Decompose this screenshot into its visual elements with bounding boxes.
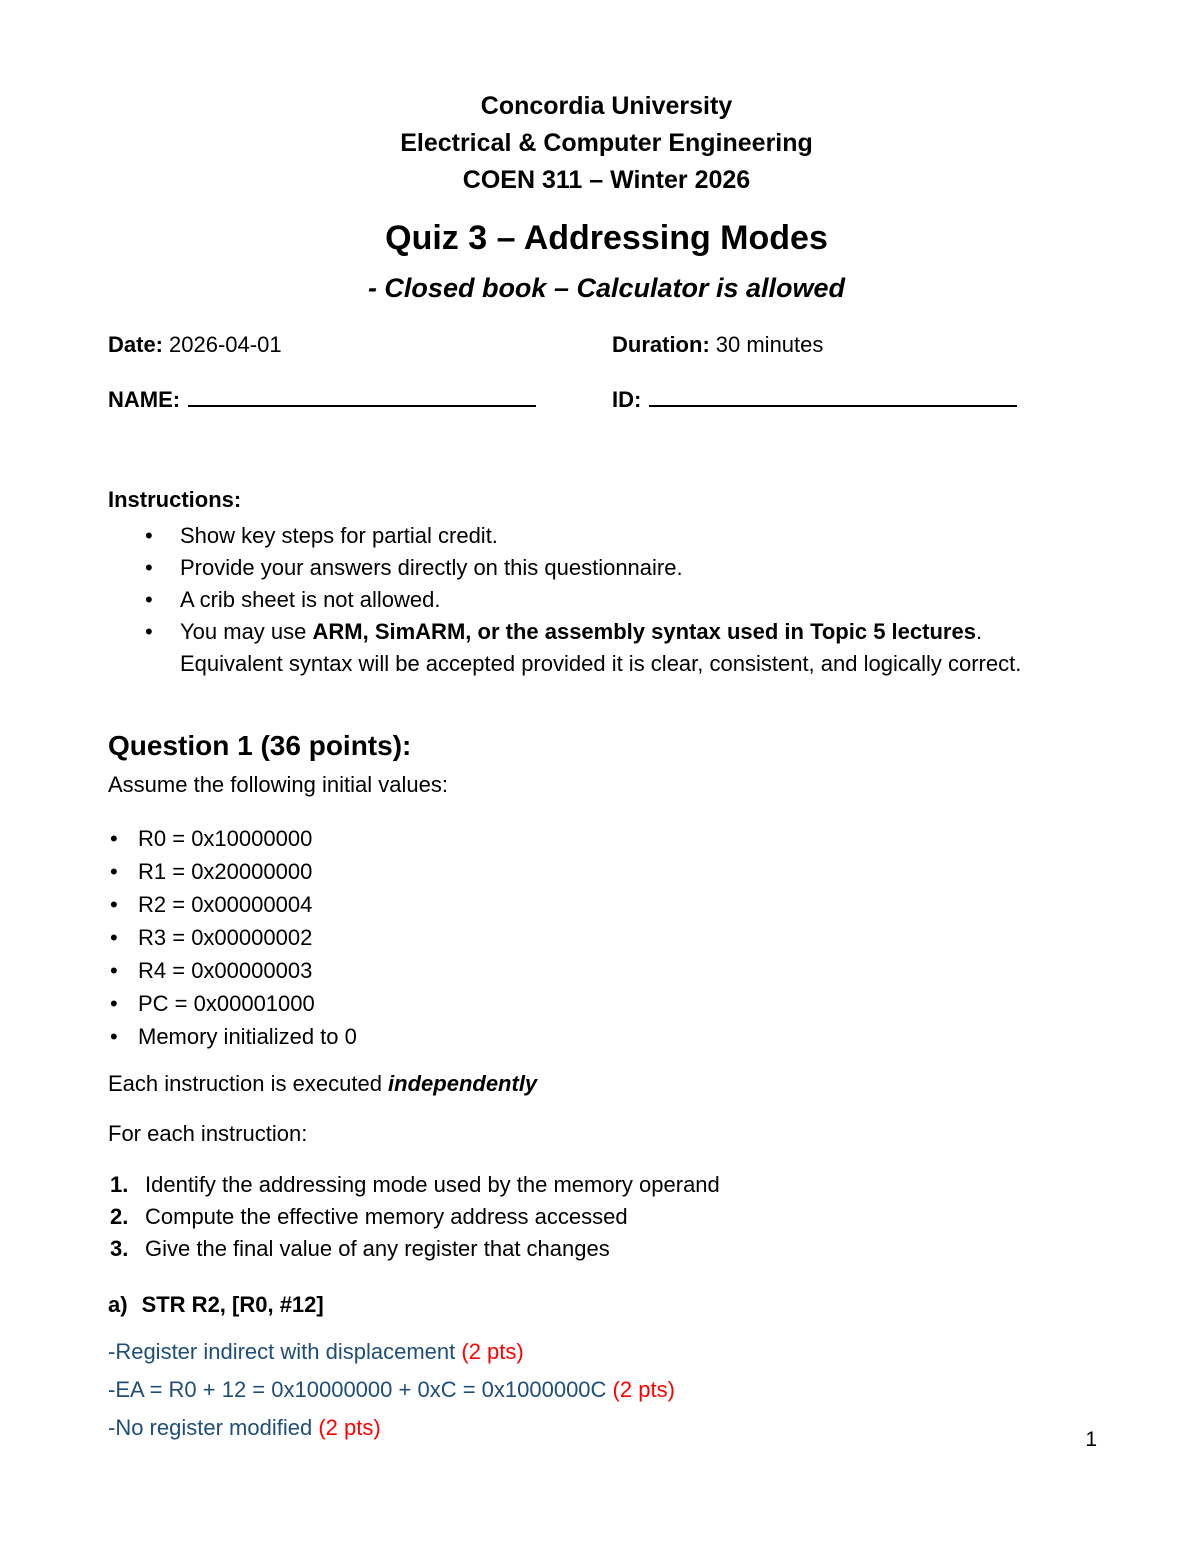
instruction-item-continuation: Equivalent syntax will be accepted provided it is clear, consistent, and logically correct.: [180, 651, 1022, 676]
duration-label: Duration:: [612, 332, 710, 357]
document-header: [108, 88, 1105, 305]
page-number: 1: [1085, 1428, 1097, 1451]
for-each-instruction-label: For each instruction:: [108, 1121, 308, 1146]
task-number: 1.: [110, 1172, 129, 1197]
execution-note-emphasis: independently: [388, 1071, 538, 1096]
instruction-item: • A crib sheet is not allowed.: [145, 584, 1105, 616]
name-label: NAME:: [108, 387, 181, 412]
answer-points: (2 pts): [612, 1377, 675, 1402]
answer-line: [108, 1409, 1105, 1447]
answer-line: [108, 1371, 1105, 1409]
part-a-instruction: STR R2, [R0, #12]: [141, 1292, 324, 1317]
question1-intro: Assume the following initial values:: [108, 772, 448, 797]
answer-text: -Register indirect with displacement: [108, 1339, 462, 1364]
id-blank-field: [649, 383, 1017, 407]
name-id-row: [108, 383, 1105, 414]
answer-text: -No register modified: [108, 1415, 319, 1440]
instruction-item-bold: ARM, SimARM, or the assembly syntax used in Topic 5 lectures: [312, 619, 976, 644]
quiz-subtitle: - Closed book – Calculator is allowed: [367, 273, 846, 303]
task-number: 3.: [110, 1236, 129, 1261]
id-label: ID:: [612, 387, 642, 412]
execution-note: [108, 1069, 1105, 1099]
register-value: • R4 = 0x00000003: [110, 954, 1105, 987]
answer-text: -EA = R0 + 12 = 0x10000000 + 0xC = 0x1000000C: [108, 1377, 613, 1402]
instructions-heading: Instructions:: [108, 487, 242, 512]
part-a-label: a): [108, 1292, 128, 1317]
task-item: [110, 1169, 1105, 1201]
name-blank-field: [188, 383, 536, 407]
task-text: Identify the addressing mode used by the memory operand: [145, 1172, 720, 1197]
register-value: • R3 = 0x00000002: [110, 921, 1105, 954]
task-text: Give the final value of any register that changes: [145, 1236, 610, 1261]
register-value: • R0 = 0x10000000: [110, 822, 1105, 855]
id-cell: [612, 383, 1017, 414]
part-a-heading: [108, 1291, 1105, 1319]
part-a-answers: [108, 1333, 1105, 1447]
question1-heading: Question 1 (36 points):: [108, 730, 412, 761]
instruction-item-prefix: You may use: [180, 619, 313, 644]
task-text: Compute the effective memory address accessed: [145, 1204, 628, 1229]
answer-line: [108, 1333, 1105, 1371]
instruction-item: [145, 616, 1105, 680]
date-cell: [108, 331, 612, 359]
task-list: [110, 1169, 1105, 1265]
duration-cell: [612, 331, 823, 359]
instruction-item: • Provide your answers directly on this questionnaire.: [145, 552, 1105, 584]
duration-value: 30 minutes: [715, 332, 824, 357]
answer-points: (2 pts): [318, 1415, 381, 1440]
task-item: [110, 1201, 1105, 1233]
instructions-list: [145, 520, 1105, 680]
quiz-title: Quiz 3 – Addressing Modes: [385, 219, 828, 257]
university-name: Concordia University: [480, 92, 733, 120]
register-value: • R2 = 0x00000004: [110, 888, 1105, 921]
name-cell: [108, 383, 612, 414]
initial-values-list: [110, 822, 1105, 1053]
answer-points: (2 pts): [461, 1339, 524, 1364]
date-duration-row: [108, 331, 1105, 359]
register-value: • PC = 0x00001000: [110, 987, 1105, 1020]
instruction-item-suffix: .: [975, 619, 983, 644]
execution-note-prefix: Each instruction is executed: [108, 1071, 389, 1096]
date-value: 2026-04-01: [169, 332, 282, 357]
department-name: Electrical & Computer Engineering: [400, 129, 813, 157]
register-value: • Memory initialized to 0: [110, 1020, 1105, 1053]
date-label: Date:: [108, 332, 164, 357]
register-value: • R1 = 0x20000000: [110, 855, 1105, 888]
instruction-item: • Show key steps for partial credit.: [145, 520, 1105, 552]
task-number: 2.: [110, 1204, 129, 1229]
task-item: [110, 1233, 1105, 1265]
course-term: COEN 311 – Winter 2026: [462, 166, 751, 194]
